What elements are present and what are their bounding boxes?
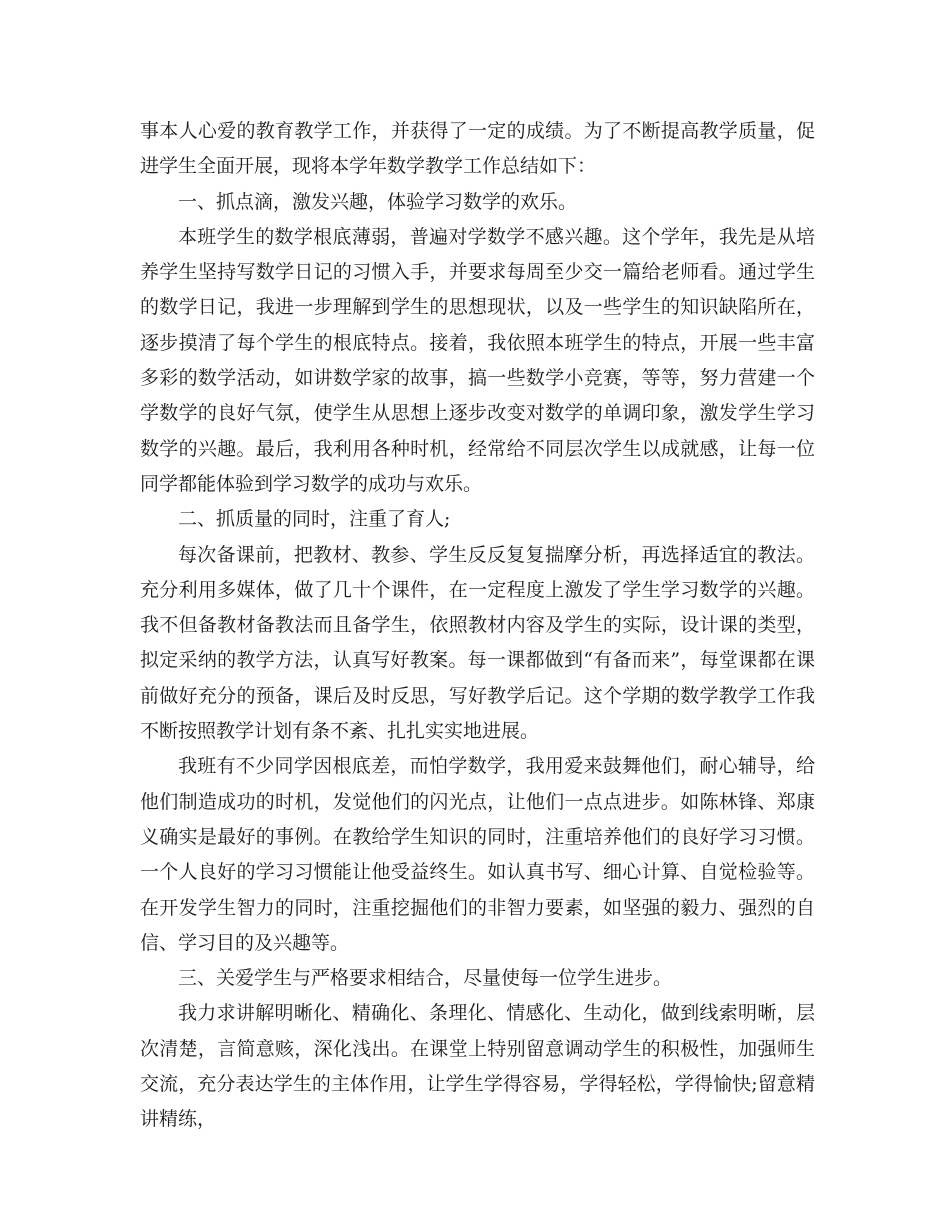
paragraph-section-2b: 我班有不少同学因根底差，而怕学数学，我用爱来鼓舞他们，耐心辅导，给他们制造成功的时机，发觉他们的闪光点，让他们一点点进步。如陈林锋、郑康义确实是最好的事例。在教给学生知识的同时，注重培养他们的良好学习习惯。一个人良好的学习习惯能让他受益终生。如认真书写、细心计算、自觉检验等。在开发学生智力的同时，注重挖掘他们的非智力要素，如坚强的毅力、强烈的自信、学习目的及兴趣等。 bbox=[140, 755, 815, 954]
section-heading-1: 一、抓点滴，激发兴趣，体验学习数学的欢乐。 bbox=[178, 190, 578, 213]
paragraph-section-2a: 每次备课前，把教材、教参、学生反反复复揣摩分析，再选择适宜的教法。充分利用多媒体，做了几十个课件，在一定程度上激发了学生学习数学的兴趣。我不但备教材备教法而且备学生，依照教材内容及学生的实际，设计课的类型，拟定采纳的教学方法，认真写好教案。每一课都做到“有备而来”，每堂课都在课前做好充分的预备，课后及时反思，写好教学后记。这个学期的数学教学工作我不断按照教学计划有条不紊、扎扎实实地进展。 bbox=[140, 543, 815, 743]
section-heading-3: 三、关爱学生与严格要求相结合，尽量使每一位学生进步。 bbox=[178, 967, 673, 990]
paragraph-section-1: 本班学生的数学根底薄弱，普遍对学数学不感兴趣。这个学年，我先是从培养学生坚持写数学日记的习惯入手，并要求每周至少交一篇给老师看。通过学生的数学日记，我进一步理解到学生的思想现状，以及一些学生的知识缺陷所在，逐步摸清了每个学生的根底特点。接着，我依照本班学生的特点，开展一些丰富多彩的数学活动，如讲数学家的故事，搞一些数学小竞赛，等等，努力营建一个学数学的良好气氛，使学生从思想上逐步改变对数学的单调印象，激发学生学习数学的兴趣。最后，我利用各种时机，经常给不同层次学生以成就感，让每一位同学都能体验到学习数学的成功与欢乐。 bbox=[140, 225, 815, 495]
paragraph-section-3: 我力求讲解明晰化、精确化、条理化、情感化、生动化，做到线索明晰，层次清楚，言简意赅，深化浅出。在课堂上特别留意调动学生的积极性，加强师生交流，充分表达学生的主体作用，让学生学得容易，学得轻松，学得愉快;留意精讲精练， bbox=[140, 1002, 815, 1131]
document-body bbox=[140, 114, 815, 1138]
section-heading-2: 二、抓质量的同时，注重了育人; bbox=[178, 508, 451, 531]
paragraph-intro: 事本人心爱的教育教学工作，并获得了一定的成绩。为了不断提高教学质量，促进学生全面开展，现将本学年数学教学工作总结如下： bbox=[140, 120, 815, 178]
